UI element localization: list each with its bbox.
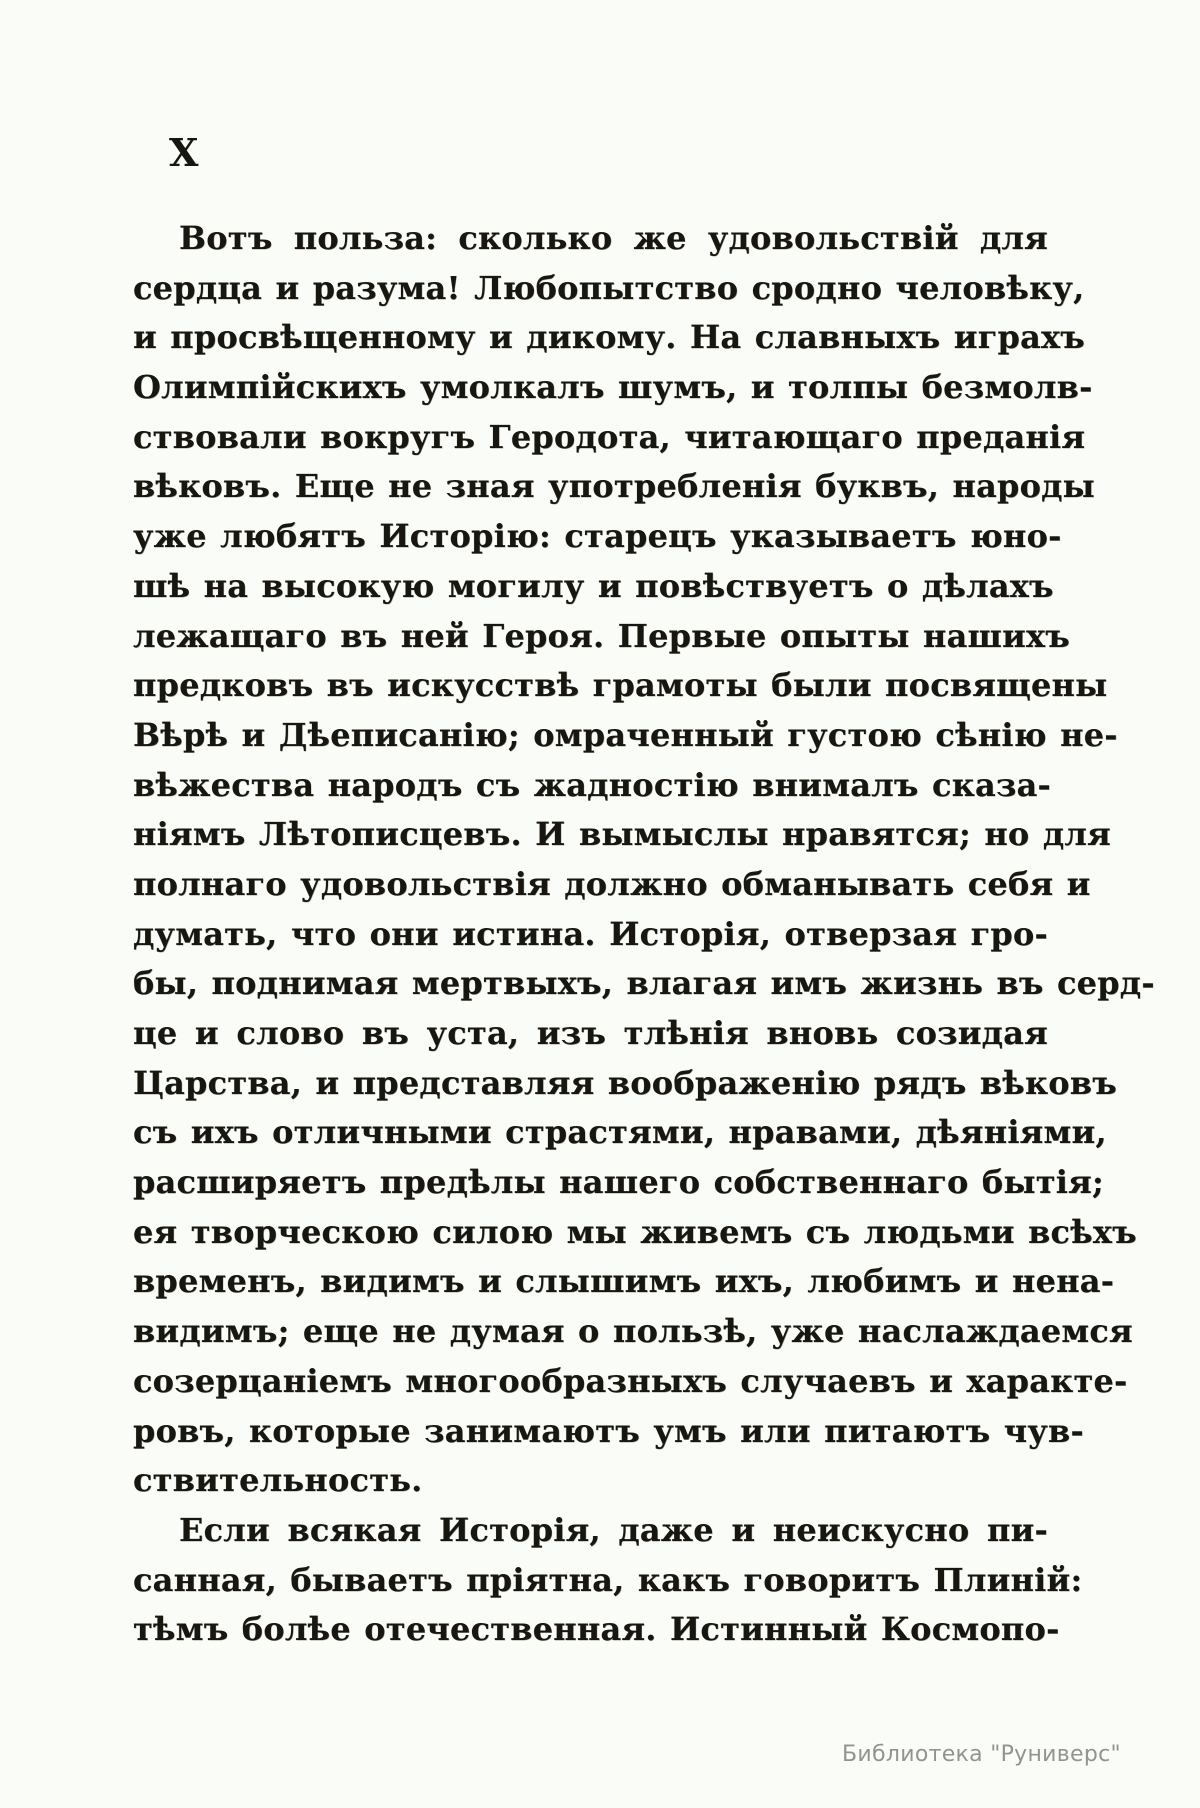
text-line: шѣ на высокую могилу и повѣствуетъ о дѣлахъ bbox=[133, 566, 1054, 605]
text-line: бы, поднимая мертвыхъ, влагая имъ жизнь въ серд- bbox=[133, 964, 1155, 1003]
page-number: X bbox=[169, 130, 200, 175]
text-line: видимъ; еще не думая о пользѣ, уже наслаждаемся bbox=[133, 1312, 1133, 1351]
text-line: ровъ, которые занимаютъ умъ или питаютъ чув- bbox=[133, 1411, 1084, 1450]
text-line: сердца и разума! Любопытство сродно человѣку, bbox=[133, 268, 1085, 307]
text-line: предковъ въ искусствѣ грамоты были посвящены bbox=[133, 666, 1108, 705]
text-line: расширяетъ предѣлы нашего собственнаго бытія; bbox=[133, 1163, 1104, 1202]
text-line: уже любятъ Исторію: старецъ указываетъ юно- bbox=[133, 517, 1062, 556]
text-line: вѣковъ. Еще не зная употребленія буквъ, народы bbox=[133, 467, 1095, 506]
text-line: це и слово въ уста, изъ тлѣнія вновь созидая bbox=[133, 1014, 1048, 1052]
text-line: Олимпійскихъ умолкалъ шумъ, и толпы безмолв- bbox=[133, 368, 1093, 407]
text-line: тѣмъ болѣе отечественная. Истинный Космопо- bbox=[133, 1610, 1060, 1649]
text-line: и просвѣщенному и дикому. На славныхъ играхъ bbox=[133, 318, 1086, 357]
body-text bbox=[133, 214, 1155, 1655]
text-line: Вотъ польза: сколько же удовольствій для bbox=[179, 219, 1048, 257]
text-line: Вѣрѣ и Дѣеписанію; омраченный густою сѣнію не- bbox=[133, 715, 1118, 754]
text-line: созерцаніемъ многообразныхъ случаевъ и характе- bbox=[133, 1361, 1128, 1400]
text-line: Если всякая Исторія, даже и неискусно пи- bbox=[179, 1510, 1048, 1549]
text-line: ствовали вокругъ Геродота, читающаго преданія bbox=[133, 417, 1086, 456]
text-line: съ ихъ отличными страстями, нравами, дѣяніями, bbox=[133, 1113, 1107, 1152]
text-line: ствительность. bbox=[133, 1461, 423, 1500]
text-line: вѣжества народъ съ жадностію внималъ сказа- bbox=[133, 765, 1051, 804]
text-line: лежащаго въ ней Героя. Первые опыты нашихъ bbox=[133, 616, 1071, 655]
text-line: санная, бываетъ пріятна, какъ говоритъ Плиній: bbox=[133, 1560, 1083, 1599]
text-line: полнаго удовольствія должно обманывать себя и bbox=[133, 864, 1091, 903]
text-line: временъ, видимъ и слышимъ ихъ, любимъ и нена- bbox=[133, 1262, 1115, 1301]
text-line: думать, что они истина. Исторія, отверзая гро- bbox=[133, 914, 1048, 953]
library-watermark: Библиотека "Руниверс" bbox=[842, 1742, 1121, 1767]
text-line: Царства, и представляя воображенію рядъ вѣковъ bbox=[133, 1063, 1117, 1102]
text-line: ея творческою силою мы живемъ съ людьми всѣхъ bbox=[133, 1212, 1137, 1251]
text-line: ніямъ Лѣтописцевъ. И вымыслы нравятся; но для bbox=[133, 815, 1111, 854]
